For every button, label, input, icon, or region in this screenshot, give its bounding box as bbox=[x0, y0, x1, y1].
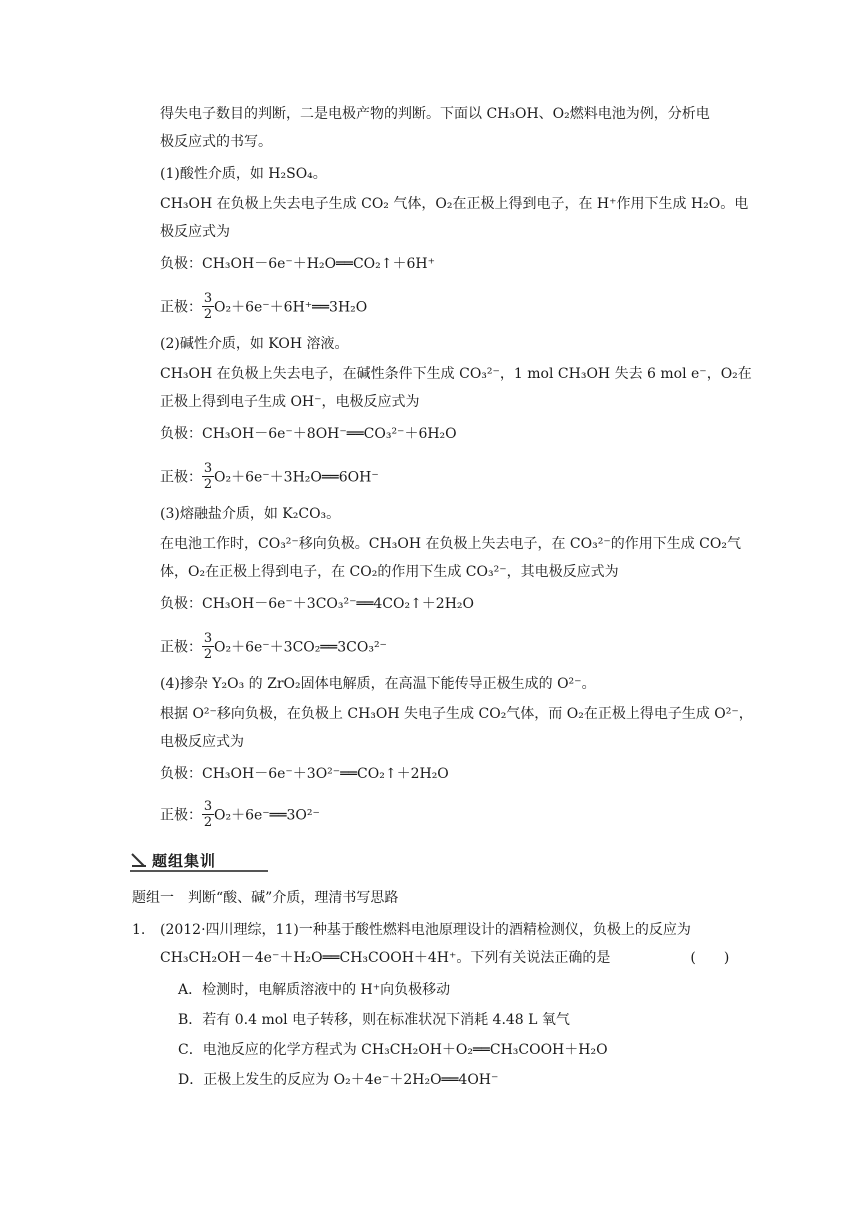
case1-text-1: CH₃OH 在负极上失去电子生成 CO₂ 气体，O₂在正极上得到电子，在 H⁺作用下生成 H₂O。电 bbox=[160, 196, 749, 212]
case3-title: (3)熔融盐介质，如 K₂CO₃。 bbox=[160, 506, 341, 522]
case3-text-1: 在电池工作时，CO₃²⁻移向负极。CH₃OH 在负极上失去电子，在 CO₃²⁻的作用下生成 CO₂气 bbox=[160, 536, 741, 552]
case4-text-1: 根据 O²⁻移向负极，在负极上 CH₃OH 失电子生成 CO₂气体，而 O₂在正极上得电子生成 O²⁻， bbox=[160, 706, 753, 722]
case4-positive-electrode bbox=[160, 800, 750, 831]
equation: O₂＋6e⁻＋6H⁺══3H₂O bbox=[214, 299, 368, 316]
fraction-three-halves: $\frac{3}{2}$ bbox=[203, 291, 213, 322]
fraction-three-halves: $\frac{3}{2}$ bbox=[203, 799, 213, 830]
positive-label: 正极： bbox=[160, 469, 202, 486]
positive-label: 正极： bbox=[160, 807, 202, 824]
case1-title: (1)酸性介质，如 H₂SO₄。 bbox=[160, 166, 327, 182]
case4-negative-electrode: 负极：CH₃OH－6e⁻＋3O²⁻══CO₂↑＋2H₂O bbox=[160, 766, 449, 782]
positive-label: 正极： bbox=[160, 639, 202, 656]
option-a: A．检测时，电解质溶液中的 H⁺向负极移动 bbox=[178, 982, 451, 998]
section-header bbox=[130, 848, 270, 872]
question-stem-1: (2012·四川理综，11)一种基于酸性燃料电池原理设计的酒精检测仪，负极上的反应为 bbox=[160, 922, 691, 938]
case1-negative-electrode: 负极：CH₃OH－6e⁻＋H₂O══CO₂↑＋6H⁺ bbox=[160, 256, 435, 272]
intro-line-2: 极反应式的书写。 bbox=[160, 134, 272, 150]
question-stem-2 bbox=[160, 948, 750, 968]
case3-positive-electrode bbox=[160, 632, 750, 663]
equation: O₂＋6e⁻＋3CO₂══3CO₃²⁻ bbox=[214, 639, 387, 656]
case2-text-2: 正极上得到电子生成 OH⁻，电极反应式为 bbox=[160, 394, 420, 410]
equation: O₂＋6e⁻＋3H₂O══6OH⁻ bbox=[214, 469, 379, 486]
corner-arrow-icon bbox=[130, 852, 148, 868]
fraction-three-halves: $\frac{3}{2}$ bbox=[203, 631, 213, 662]
case2-title: (2)碱性介质，如 KOH 溶液。 bbox=[160, 336, 349, 352]
group-title: 题组一 判断“酸、碱”介质，理清书写思路 bbox=[132, 890, 399, 906]
case2-text-1: CH₃OH 在负极上失去电子，在碱性条件下生成 CO₃²⁻，1 mol CH₃OH 失去 6 mol e⁻，O₂在 bbox=[160, 366, 752, 382]
case4-title: (4)掺杂 Y₂O₃ 的 ZrO₂固体电解质，在高温下能传导正极生成的 O²⁻。 bbox=[160, 676, 596, 692]
case4-text-2: 电极反应式为 bbox=[160, 734, 244, 750]
fraction-three-halves: $\frac{3}{2}$ bbox=[203, 461, 213, 492]
case1-positive-electrode bbox=[160, 292, 750, 323]
option-c: C．电池反应的化学方程式为 CH₃CH₂OH＋O₂══CH₃COOH＋H₂O bbox=[178, 1042, 608, 1058]
equation: O₂＋6e⁻══3O²⁻ bbox=[214, 807, 320, 824]
answer-bracket: ( ) bbox=[690, 950, 730, 966]
section-divider bbox=[130, 870, 268, 872]
case3-negative-electrode: 负极：CH₃OH－6e⁻＋3CO₃²⁻══4CO₂↑＋2H₂O bbox=[160, 596, 475, 612]
case3-text-2: 体，O₂在正极上得到电子，在 CO₂的作用下生成 CO₃²⁻，其电极反应式为 bbox=[160, 564, 619, 580]
option-b: B．若有 0.4 mol 电子转移，则在标准状况下消耗 4.48 L 氧气 bbox=[178, 1012, 570, 1028]
positive-label: 正极： bbox=[160, 299, 202, 316]
question-stem-text: CH₃CH₂OH－4e⁻＋H₂O══CH₃COOH＋4H⁺。下列有关说法正确的是 bbox=[160, 950, 611, 966]
case2-positive-electrode bbox=[160, 462, 750, 493]
case2-negative-electrode: 负极：CH₃OH－6e⁻＋8OH⁻══CO₃²⁻＋6H₂O bbox=[160, 426, 457, 442]
section-title: 题组集训 bbox=[152, 852, 217, 870]
case1-text-2: 极反应式为 bbox=[160, 224, 230, 240]
question-number: 1. bbox=[132, 922, 146, 938]
option-d: D．正极上发生的反应为 O₂＋4e⁻＋2H₂O══4OH⁻ bbox=[178, 1072, 499, 1088]
intro-line-1: 得失电子数目的判断，二是电极产物的判断。下面以 CH₃OH、O₂燃料电池为例，分析电 bbox=[160, 106, 710, 122]
